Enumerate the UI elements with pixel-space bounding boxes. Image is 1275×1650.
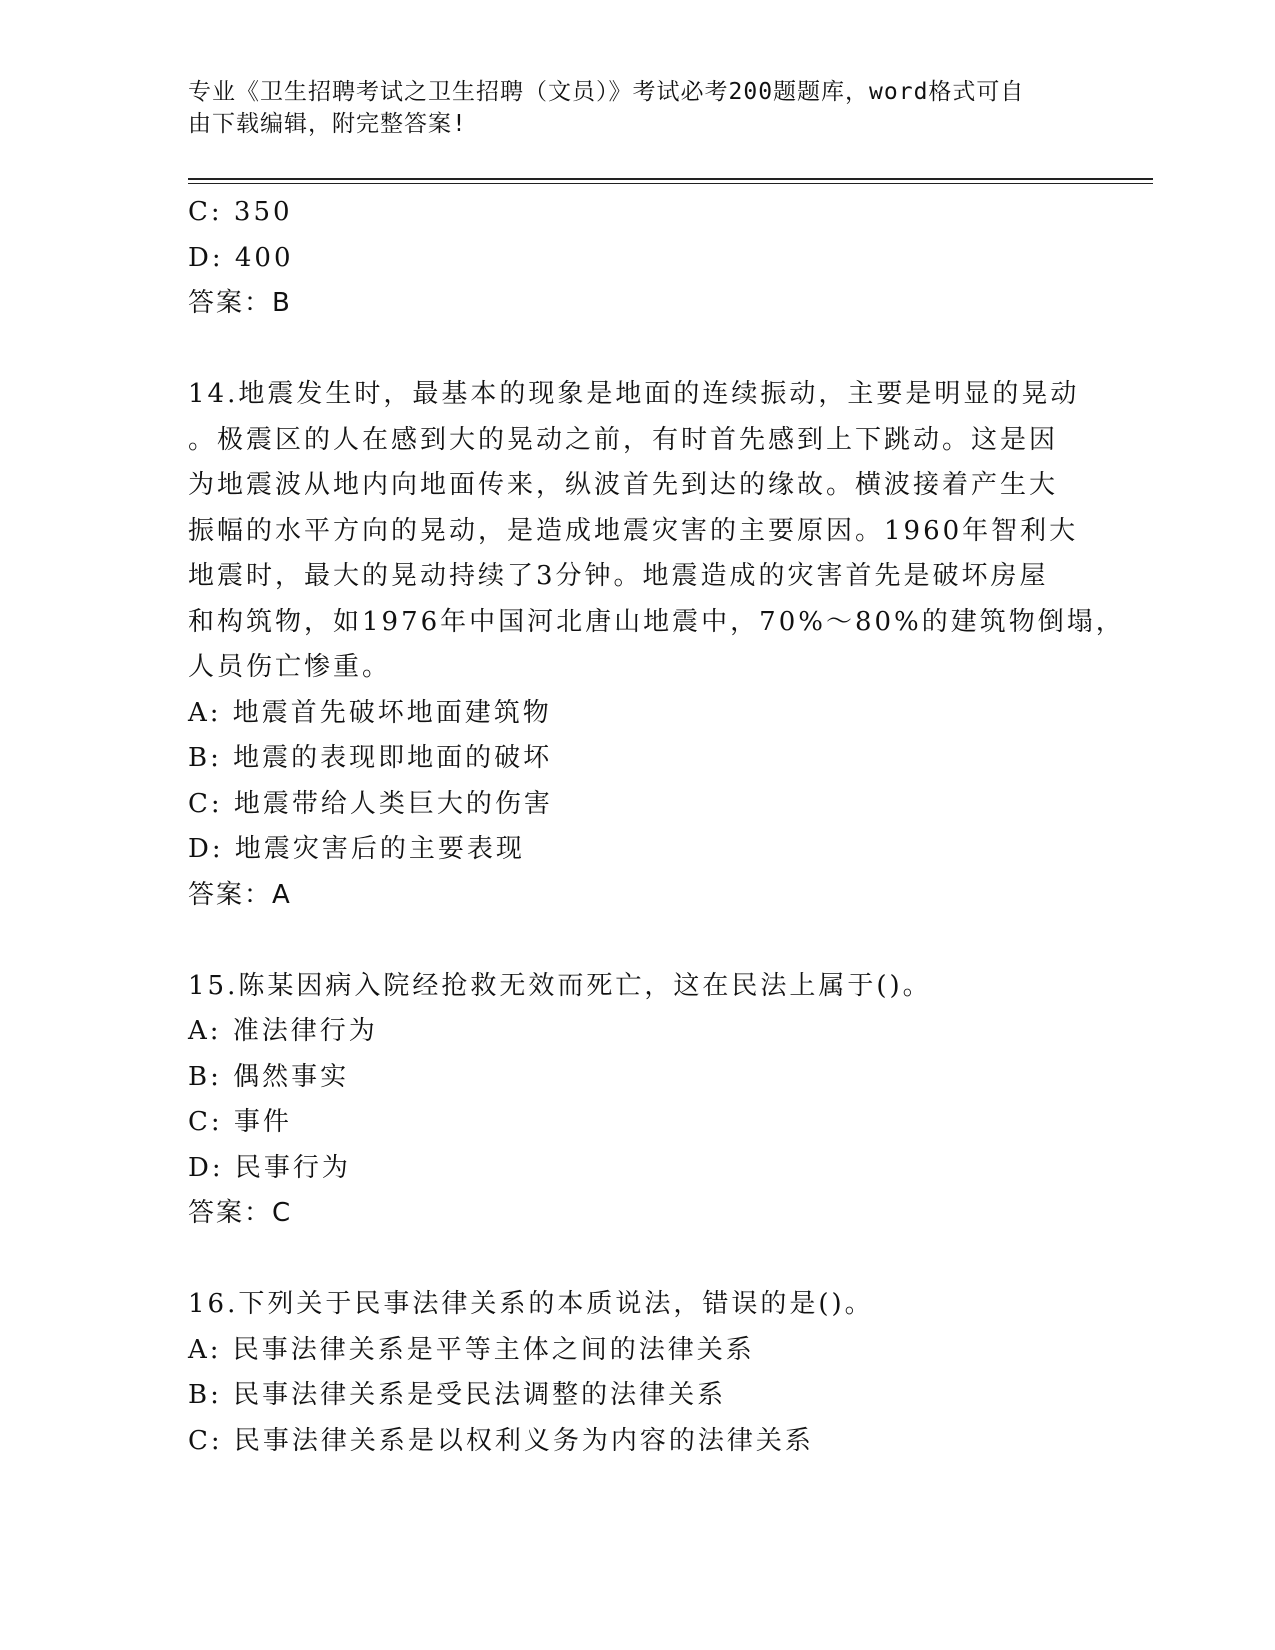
- option-c: C: 350: [188, 197, 293, 227]
- question-stem: 16.下列关于民事法律关系的本质说法，错误的是()。: [188, 1289, 874, 1319]
- question-13-tail: [188, 190, 1088, 327]
- option-c: C: 事件: [188, 1107, 292, 1137]
- question-14: [188, 372, 1125, 918]
- question-stem-line: 。极震区的人在感到大的晃动之前，有时首先感到上下跳动。这是因: [188, 424, 1059, 455]
- question-15: [188, 964, 1088, 1237]
- option-d: D: 400: [188, 242, 294, 273]
- answer-line: 答案：C: [188, 1198, 293, 1228]
- option-b: B: 地震的表现即地面的破坏: [188, 743, 553, 773]
- spacer: [188, 1237, 1088, 1283]
- option-c: C: 民事法律关系是以权利义务为内容的法律关系: [188, 1425, 814, 1456]
- question-stem-line: 14.地震发生时，最基本的现象是地面的连续振动，主要是明显的晃动: [188, 379, 1080, 409]
- header-title-line-2: 由下载编辑，附完整答案!: [188, 111, 467, 137]
- header-divider-thick: [188, 178, 1153, 180]
- question-stem-line: 和构筑物，如1976年中国河北唐山地震中，70%～80%的建筑物倒塌，: [188, 606, 1125, 637]
- option-d: D: 地震灾害后的主要表现: [188, 834, 525, 864]
- option-c: C: 地震带给人类巨大的伤害: [188, 788, 553, 819]
- option-b: B: 民事法律关系是受民法调整的法律关系: [188, 1380, 727, 1410]
- question-stem: 15.陈某因病入院经抢救无效而死亡，这在民法上属于()。: [188, 970, 932, 1001]
- document-body: [188, 190, 1125, 1464]
- document-header: [188, 76, 1068, 140]
- question-16: [188, 1282, 1088, 1464]
- header-title-line-1: 专业《卫生招聘考试之卫生招聘（文员）》考试必考200题题库，word格式可自: [188, 79, 1025, 105]
- option-a: A: 地震首先破坏地面建筑物: [188, 697, 552, 728]
- option-d: D: 民事行为: [188, 1152, 351, 1183]
- option-a: A: 准法律行为: [188, 1016, 378, 1046]
- answer-line: 答案：A: [188, 879, 292, 910]
- question-stem-line: 地震时，最大的晃动持续了3分钟。地震造成的灾害首先是破坏房屋: [188, 561, 1049, 591]
- question-stem-line: 为地震波从地内向地面传来，纵波首先到达的缘故。横波接着产生大: [188, 470, 1059, 500]
- header-divider-thin: [188, 183, 1153, 184]
- option-b: B: 偶然事实: [188, 1061, 350, 1092]
- spacer: [188, 327, 1088, 373]
- question-stem-line: 人员伤亡惨重。: [188, 652, 392, 682]
- question-stem-line: 振幅的水平方向的晃动，是造成地震灾害的主要原因。1960年智利大: [188, 515, 1079, 546]
- answer-line: 答案：B: [188, 288, 292, 318]
- option-a: A: 民事法律关系是平等主体之间的法律关系: [188, 1334, 755, 1365]
- spacer: [188, 918, 1088, 964]
